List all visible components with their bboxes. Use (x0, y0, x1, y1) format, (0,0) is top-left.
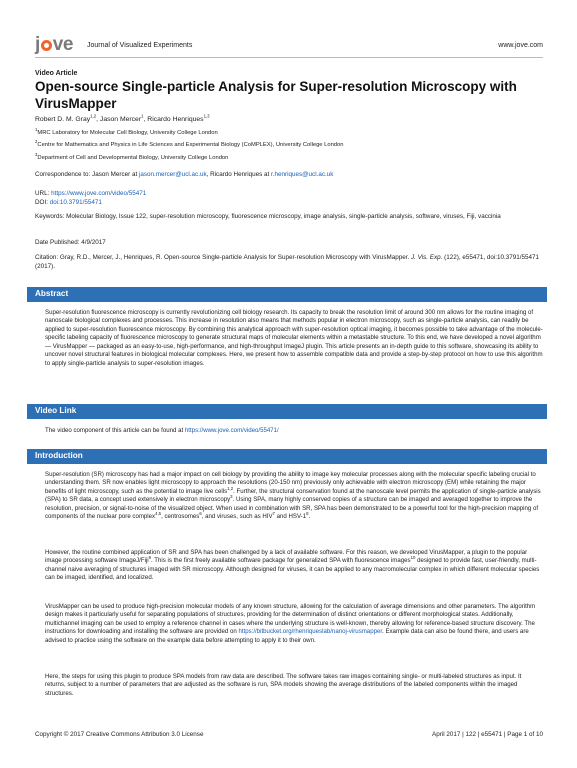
section-rule (27, 463, 547, 464)
correspondence: Correspondence to: Jason Mercer at jason.mercer@ucl.ac.uk, Ricardo Henriques at r.henriques@ucl.ac.uk (35, 171, 334, 178)
page-info: April 2017 | 122 | e55471 | Page 1 of 10 (432, 731, 543, 738)
article-title: Open-source Single-particle Analysis for Super-resolution Microscopy with VirusMapper (35, 79, 517, 111)
citation-ref: 8 (306, 511, 309, 517)
page-footer (35, 731, 543, 738)
author-list: Robert D. M. Gray$^{1,2}$, Jason Mercer$^1$, Ricardo Henriques$^{1,3}$ (35, 113, 210, 123)
section-heading-video-link: Video Link (27, 404, 547, 418)
citation-ref: 3 (230, 494, 233, 500)
copyright-notice: Copyright © 2017 Creative Commons Attribution 3.0 License (35, 731, 204, 738)
article-doi: DOI: doi:10.3791/55471 (35, 199, 102, 206)
email-link[interactable]: jason.mercer@ucl.ac.uk (138, 171, 207, 178)
author-name: Ricardo Henriques (147, 116, 204, 123)
journal-name: Journal of Visualized Experiments (87, 42, 193, 49)
jove-logo: j ve (35, 34, 73, 55)
intro-paragraph-3: VirusMapper can be used to produce high-precision molecular models of any known structure, allowing for the calculation of average dimensions and other parameters. The algorithm design makes it particularly useful for separating populations of structures, providing for the determination of distinct orientations or different morphological states. Additionally, multichannel imaging can be used to employ a reference channel in cases where the underlying structure is well-known, thereby allowing for reference-based structure discovery. The instructions for downloading and installing the software are provided on https://bitbucket.org/rhenriqueslab/nanoj-virusmapper. Example data can also be found there, and users are advised to practice using the software on the example data before attempting to apply it to their own. (45, 603, 536, 644)
header-divider (35, 57, 543, 58)
affiliation: $^2$Centre for Mathematics and Physics in Life Sciences and Experimental Biology (CoMPLEX), University College London (35, 139, 344, 148)
section-rule (27, 418, 547, 419)
author-name: Jason Mercer (99, 116, 142, 123)
intro-paragraph-1: Super-resolution (SR) microscopy has had a major impact on cell biology by providing the ability to image key molecular processes along with the molecular specific labeling crucial to understanding them. SR now enables light microscopy to approach the resolutions (20-150 nm) previously only achievable with electron microscopy (EM) while retaining the major benefits of light microscopy, such as the potential to image live cells$^{1,2}$. Further, the structural conservation found at the nanoscale level permits the application of single-particle analysis (SPA) to SR data, a concept used extensively in electron microscopy$^3$. Using SPA, many highly conserved copies of a structure can be imaged and averaged together to improve the resolution, precision, or signal-to-noise of the visualized object. When used in combination with SR, SPA has been demonstrated to be a powerful tool for the high-precision mapping of components of the nuclear pore complex$^{4,5}$, centrosomes$^6$, and viruses, such as HIV$^7$ and HSV-$1^8$. (45, 471, 541, 521)
section-rule (27, 301, 547, 302)
citation-ref: 4,5 (155, 511, 162, 517)
article-url: URL: https://www.jove.com/video/55471 (35, 190, 147, 197)
page-header (35, 35, 543, 57)
affiliation: $^1$MRC Laboratory for Molecular Cell Biology, University College London (35, 127, 218, 136)
section-heading-introduction: Introduction (27, 449, 547, 463)
citation: Citation: Gray, R.D., Mercer, J., Henriques, R. Open-source Single-particle Analysis for Super-resolution Microscopy with VirusMapper. J. Vis. Exp. (122), e55471, doi:10.3791/55471 (2017). (35, 254, 540, 270)
video-url-link[interactable]: https://www.jove.com/video/55471/ (184, 427, 279, 434)
affiliation-marker: 1,3 (203, 113, 210, 119)
affiliation-marker: 1 (141, 113, 144, 119)
article-type: Video Article (35, 70, 78, 77)
affiliation-marker: 1,2 (90, 113, 97, 119)
abstract-text: Super-resolution fluorescence microscopy is currently revolutionizing cell biology research. Its capacity to break the resolution limit of around 300 nm allows for the routine imaging of nanoscale biological complexes and processes. This increase in resolution also means that methods popular in electron microscopy, such as single-particle analysis, can readily be applied to super-resolution fluorescence microscopy. By combining this analytical approach with super-resolution optical imaging, it becomes possible to take advantage of the molecule-specific labeling capacity of fluorescence microscopy to generate structural maps of molecular elements within a metastable structure. To this end, we have developed a novel algorithm — VirusMapper — packaged as an easy-to-use, high-performance, and high-throughput ImageJ plugin. This article presents an in-depth guide to this software, showcasing its ability to uncover novel structural features in biological molecular complexes. Here, we present how to assemble compatible data and provide a step-by-step protocol on how to use this algorithm to apply single-particle analysis to super-resolution images. (45, 309, 543, 367)
intro-paragraph-4: Here, the steps for using this plugin to produce SPA models from raw data are described. The software takes raw images containing single- or multi-labeled structures as input. It returns, subject to a number of parameters that are adjusted as the software is run, SPA models showing the average distributions of the labeled components within the imaged structures. (45, 673, 522, 697)
email-link[interactable]: r.henriques@ucl.ac.uk (271, 171, 334, 178)
repository-link[interactable]: https://bitbucket.org/rhenriqueslab/nanoj-virusmapper (238, 628, 383, 636)
video-link-text: The video component of this article can be found at https://www.jove.com/video/55471/ (45, 427, 279, 434)
intro-paragraph-2: However, the routine combined application of SR and SPA has been challenged by a lack of available software. For this reason, we developed VirusMapper, a plugin to the popular image processing software ImageJ/Fiji$^9$. This is the first freely available software package for generalized SPA with fluorescence images$^{10}$ designed to provide fast, user-friendly, multi-channel naive averaging of structures imaged with SR microscopy. Although designed for viruses, it can be applied to any macromolecular complex in which different molecular species can be imaged, identified, and localized. (45, 549, 540, 582)
citation-ref: 6 (199, 511, 202, 517)
url-link[interactable]: https://www.jove.com/video/55471 (51, 190, 147, 197)
citation-ref: 7 (272, 511, 275, 517)
affiliation: $^3$Department of Cell and Developmental Biology, University College London (35, 152, 229, 161)
citation-ref: 1,2 (227, 485, 234, 491)
doi-link[interactable]: doi:10.3791/55471 (49, 199, 102, 206)
keywords: Keywords: Molecular Biology, Issue 122, super-resolution microscopy, fluorescence microscopy, image analysis, single-particle analysis, software, viruses, Fiji, vaccinia (35, 213, 501, 220)
site-url[interactable]: www.jove.com (498, 42, 543, 49)
citation-ref: 9 (148, 555, 152, 561)
citation-ref: 10 (410, 555, 416, 561)
date-published: Date Published: 4/9/2017 (35, 239, 106, 246)
author-name: Robert D. M. Gray (35, 116, 91, 123)
section-heading-abstract: Abstract (27, 287, 547, 301)
